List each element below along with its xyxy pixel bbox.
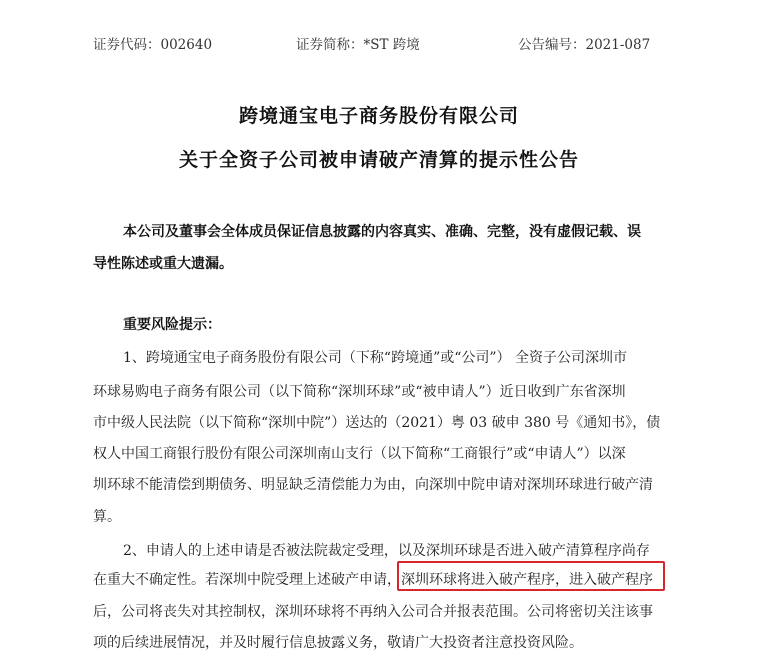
red-highlight-box [397, 561, 665, 591]
notice-number: 公告编号：2021-087 [518, 37, 651, 53]
risk-para1-line-1: 1、跨境通宝电子商务股份有限公司（下称“跨境通”或“公司”） 全资子公司深圳市 [123, 350, 627, 366]
risk-para1-line-3: 市中级人民法院（以下简称“深圳中院”）送达的（2021）粤 03 破申 380 号《通知书》，债 [93, 415, 661, 431]
stock-code: 证券代码：002640 [93, 37, 213, 53]
risk-para1-line-5: 圳环球不能清偿到期债务、明显缺乏清偿能力为由，向深圳中院申请对深圳环球进行破产清 [93, 477, 653, 493]
declaration-line-2: 导性陈述或重大遗漏。 [93, 256, 233, 272]
risk-para1-line-6: 算。 [93, 509, 121, 525]
risk-para2-line-2: 在重大不确定性。若深圳中院受理上述破产申请，深圳环球将进入破产程序，进入破产程序 [93, 572, 653, 588]
risk-para2-line-3: 后，公司将丧失对其控制权，深圳环球将不再纳入公司合并报表范围。公司将密切关注该事 [93, 604, 653, 620]
declaration-line-1: 本公司及董事会全体成员保证信息披露的内容真实、准确、完整，没有虚假记载、误 [123, 224, 641, 240]
risk-para1-line-2: 环球易购电子商务有限公司（以下简称“深圳环球”或“被申请人”）近日收到广东省深圳 [93, 384, 626, 400]
company-title: 跨境通宝电子商务股份有限公司 [238, 105, 519, 127]
announcement-title: 关于全资子公司被申请破产清算的提示性公告 [178, 149, 579, 171]
risk-heading: 重要风险提示： [123, 317, 221, 333]
stock-abbreviation: 证券简称：*ST 跨境 [296, 37, 420, 53]
risk-para1-line-4: 权人中国工商银行股份有限公司深圳南山支行（以下简称“工商银行”或“申请人”）以深 [93, 446, 626, 462]
risk-para2-line-1: 2、申请人的上述申请是否被法院裁定受理，以及深圳环球是否进入破产清算程序尚存 [123, 543, 650, 559]
risk-para2-line-4: 项的后续进展情况，并及时履行信息披露义务，敬请广大投资者注意投资风险。 [93, 635, 583, 651]
